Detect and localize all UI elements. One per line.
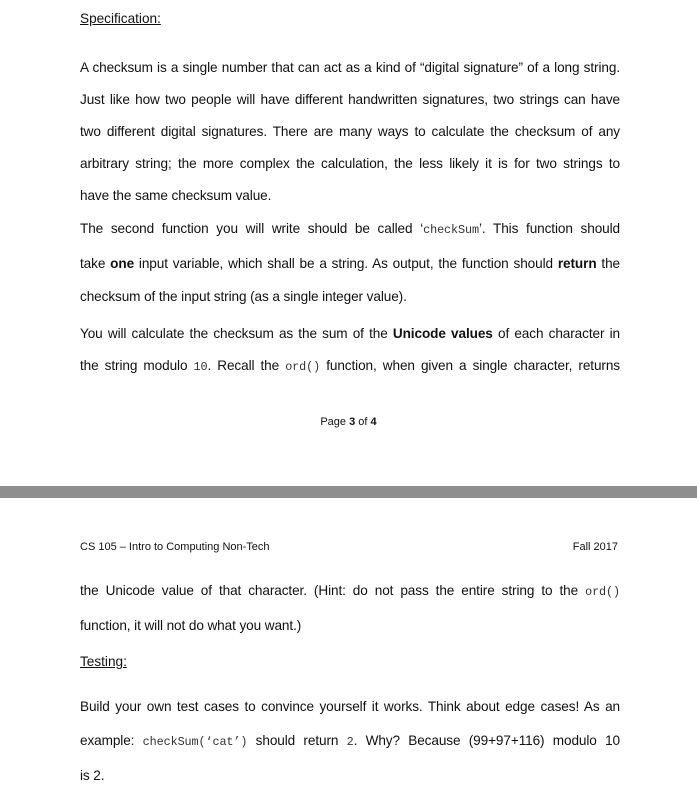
section-heading-testing: Testing: [80, 654, 127, 669]
text-line: example: checkSum(‘cat’) should return 2. Why? Because (99+97+116) modulo 10 [80, 733, 620, 749]
code-checksum: checkSum [423, 223, 479, 237]
code-ord: ord() [585, 585, 620, 599]
text-line: Build your own test cases to convince yourself it works. Think about edge cases! As an [80, 699, 620, 714]
paragraph-checksum-definition [80, 52, 620, 212]
page-total: 4 [370, 416, 377, 428]
page-divider [0, 486, 697, 498]
code-2: 2 [346, 735, 354, 749]
page-number: 3 [349, 416, 356, 428]
text-line: function, it will not do what you want.) [80, 618, 302, 633]
course-header: CS 105 – Intro to Computing Non-Tech [80, 541, 270, 553]
paragraph-function-description [80, 212, 620, 313]
page-footer: Page 3 of 4 [320, 416, 377, 428]
code-10: 10 [193, 360, 208, 374]
text-line: checksum of the input string (as a single integer value). [80, 289, 407, 304]
text-line: two different digital signatures. There are many ways to calculate the checksum of any [80, 124, 620, 139]
text-line: is 2. [80, 768, 105, 783]
paragraph-unicode-calculation [80, 318, 620, 383]
document-page-4 [0, 498, 697, 788]
code-checksum-cat: checkSum(‘cat’) [142, 735, 248, 749]
text-line: You will calculate the checksum as the sum of the Unicode values of each character in [80, 326, 620, 341]
text-line: The second function you will write should be called ‘checkSum’. This function should [80, 221, 620, 237]
paragraph-testing [80, 690, 620, 793]
text-line: A checksum is a single number that can act as a kind of “digital signature” of a long string. [80, 60, 620, 75]
paragraph-hint [80, 574, 620, 642]
term-header: Fall 2017 [572, 541, 618, 553]
code-ord: ord() [285, 360, 321, 374]
text-line: have the same checksum value. [80, 188, 272, 203]
section-heading-specification: Specification: [80, 11, 161, 26]
text-line: the Unicode value of that character. (Hint: do not pass the entire string to the ord() [80, 583, 620, 599]
text-line: Just like how two people will have different handwritten signatures, two strings can have [80, 92, 620, 107]
text-line: take one input variable, which shall be a string. As output, the function should return the [80, 256, 620, 271]
text-line: arbitrary string; the more complex the calculation, the less likely it is for two strings to [80, 156, 620, 171]
text-line: the string modulo 10. Recall the ord() function, when given a single character, returns [80, 358, 621, 374]
